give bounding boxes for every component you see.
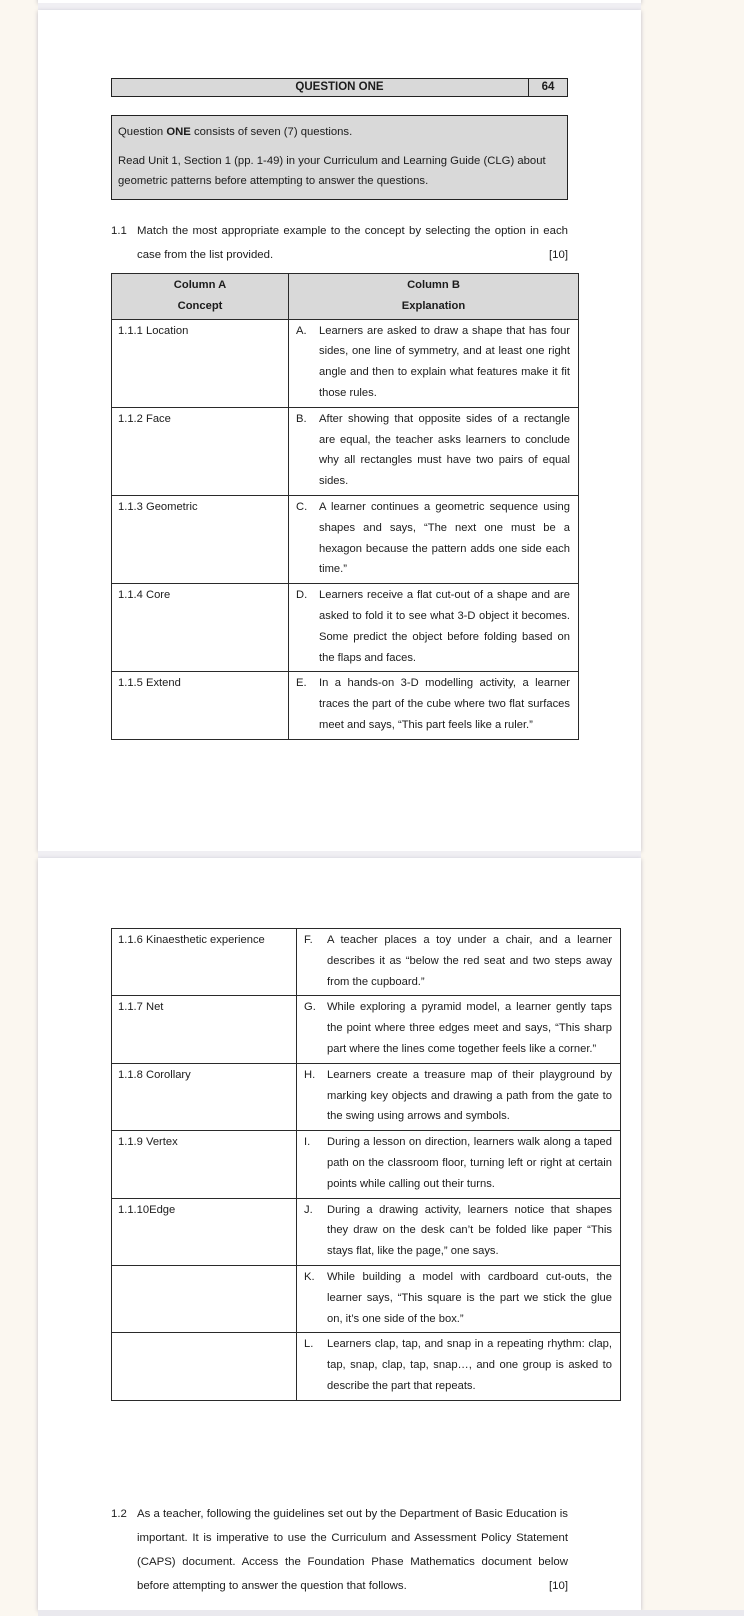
- table-row: [112, 672, 579, 739]
- explanation-text: In a hands-on 3-D modelling activity, a learner traces the part of the cube where two flat surfaces meet and says, “This part feels like a ruler.”: [319, 677, 570, 731]
- column-a-header: [112, 274, 289, 320]
- column-b-subtitle: Explanation: [401, 299, 466, 312]
- question-1-2-text: As a teacher, following the guidelines set out by the Department of Basic Education is important. It is imperative to use the Curriculum and Assessment Policy Statement (CAPS) document. Access the Foundation Phase Mathematics document below before attempting to answer the question that follows.: [137, 1508, 568, 1592]
- explanation-text: During a drawing activity, learners notice that shapes they draw on the desk can’t be folded like paper “This stays flat, like the page,” one says.: [327, 1203, 612, 1258]
- option-letter: A.: [296, 324, 307, 337]
- table-row: [112, 1265, 621, 1332]
- explanation-cell: [297, 929, 621, 996]
- option-letter: H.: [304, 1068, 316, 1081]
- matching-table-page-2: [111, 928, 621, 1401]
- explanation-text: A learner continues a geometric sequence using shapes and says, “The next one must be a hexagon because the pattern adds one side each time.”: [319, 500, 570, 576]
- concept-cell: 1.1.6 Kinaesthetic experience: [112, 929, 297, 996]
- instruction-box: [111, 115, 568, 200]
- explanation-text: After showing that opposite sides of a rectangle are equal, the teacher asks learners to conclude why all rectangles must have two pairs of equal sides.: [319, 412, 570, 488]
- page-gap: [38, 3, 641, 10]
- explanation-cell: [289, 584, 579, 672]
- explanation-text: While exploring a pyramid model, a learner gently taps the point where three edges meet and says, “This sharp part where the lines come together feels like a corner.”: [327, 1001, 612, 1055]
- table-row: [112, 1333, 621, 1400]
- document-page-1: [38, 10, 641, 851]
- column-b-title: Column B: [407, 279, 460, 291]
- concept-cell: 1.1.3 Geometric: [112, 495, 289, 583]
- explanation-text: Learners clap, tap, and snap in a repeating rhythm: clap, tap, snap, clap, tap, snap…, and one group is asked to describe the part that repeats.: [327, 1338, 612, 1392]
- instruction-line-1-bold: ONE: [166, 126, 191, 138]
- document-page-2: [38, 858, 641, 1610]
- explanation-text: While building a model with cardboard cut-outs, the learner says, “This square is the part we stick the glue on, it’s one side of the box.”: [327, 1270, 612, 1325]
- question-header-bar: [111, 78, 568, 97]
- concept-cell: 1.1.1 Location: [112, 319, 289, 407]
- question-total-marks: 64: [528, 79, 567, 96]
- concept-cell: 1.1.8 Corollary: [112, 1063, 297, 1130]
- question-1-1-number: 1.1: [111, 225, 127, 237]
- explanation-cell: [289, 319, 579, 407]
- option-letter: L.: [304, 1338, 314, 1351]
- question-1-2-marks: [10]: [549, 1580, 568, 1592]
- table-row: [112, 1131, 621, 1198]
- option-letter: K.: [304, 1270, 315, 1283]
- explanation-cell: [297, 1063, 621, 1130]
- explanation-cell: [297, 1333, 621, 1400]
- option-letter: B.: [296, 412, 307, 425]
- option-letter: J.: [304, 1203, 313, 1216]
- question-1-2-number: 1.2: [111, 1508, 127, 1520]
- question-1-1-text: Match the most appropriate example to the concept by selecting the option in each case from the list provided.: [137, 225, 568, 261]
- explanation-text: A teacher places a toy under a chair, and a learner describes it as “below the red seat and two steps away from the cupboard.”: [327, 934, 612, 988]
- concept-cell: 1.1.2 Face: [112, 407, 289, 495]
- question-1-2: [111, 1502, 568, 1598]
- option-letter: G.: [304, 1001, 316, 1014]
- explanation-cell: [289, 407, 579, 495]
- explanation-cell: [297, 1198, 621, 1265]
- option-letter: C.: [296, 500, 308, 513]
- question-title: QUESTION ONE: [295, 81, 384, 93]
- matching-table-header: [112, 274, 579, 320]
- explanation-cell: [297, 996, 621, 1063]
- column-a-subtitle: Concept: [177, 299, 223, 312]
- explanation-cell: [297, 1265, 621, 1332]
- instruction-body: Read Unit 1, Section 1 (pp. 1-49) in your Curriculum and Learning Guide (CLG) about geometric patterns before attempting to answer the questions.: [118, 154, 546, 187]
- instruction-line-1-pre: Question: [118, 126, 167, 138]
- instruction-line-1-post: consists of seven (7) questions.: [190, 126, 353, 138]
- viewport-bottom-edge: [38, 1610, 744, 1616]
- table-row: [112, 407, 579, 495]
- column-a-title: Column A: [173, 279, 227, 291]
- concept-cell: 1.1.7 Net: [112, 996, 297, 1063]
- explanation-cell: [289, 672, 579, 739]
- concept-cell: [112, 1333, 297, 1400]
- concept-cell: 1.1.9 Vertex: [112, 1131, 297, 1198]
- option-letter: I.: [304, 1136, 311, 1149]
- concept-cell: [112, 1265, 297, 1332]
- option-letter: D.: [296, 589, 308, 602]
- option-letter: F.: [304, 934, 313, 946]
- explanation-text: Learners create a treasure map of their playground by marking key objects and drawing a path from the gate to the swing using arrows and symbols.: [327, 1068, 612, 1123]
- column-b-header: [289, 274, 579, 320]
- explanation-text: During a lesson on direction, learners walk along a taped path on the classroom floor, turning left or right at certain points while calling out their turns.: [327, 1136, 612, 1190]
- explanation-cell: [289, 495, 579, 583]
- concept-cell: 1.1.5 Extend: [112, 672, 289, 739]
- explanation-text: Learners receive a flat cut-out of a shape and are asked to fold it to see what 3-D object it becomes. Some predict the object before folding based on the flaps and faces.: [319, 589, 570, 664]
- table-row: [112, 495, 579, 583]
- instruction-line-1: [118, 122, 561, 143]
- table-row: [112, 1198, 621, 1265]
- table-row: [112, 1063, 621, 1130]
- question-1-1-marks: [10]: [549, 249, 568, 261]
- concept-cell: 1.1.4 Core: [112, 584, 289, 672]
- question-1-1: [111, 219, 568, 267]
- option-letter: E.: [296, 677, 307, 690]
- table-row: [112, 319, 579, 407]
- matching-table-page-1: [111, 273, 579, 740]
- explanation-cell: [297, 1131, 621, 1198]
- explanation-text: Learners are asked to draw a shape that has four sides, one line of symmetry, and at least one right angle and then to explain what features make it fit those rules.: [319, 324, 570, 399]
- table-row: [112, 929, 621, 996]
- page-gap: [38, 851, 641, 858]
- table-row: [112, 584, 579, 672]
- concept-cell: 1.1.10Edge: [112, 1198, 297, 1265]
- table-row: [112, 996, 621, 1063]
